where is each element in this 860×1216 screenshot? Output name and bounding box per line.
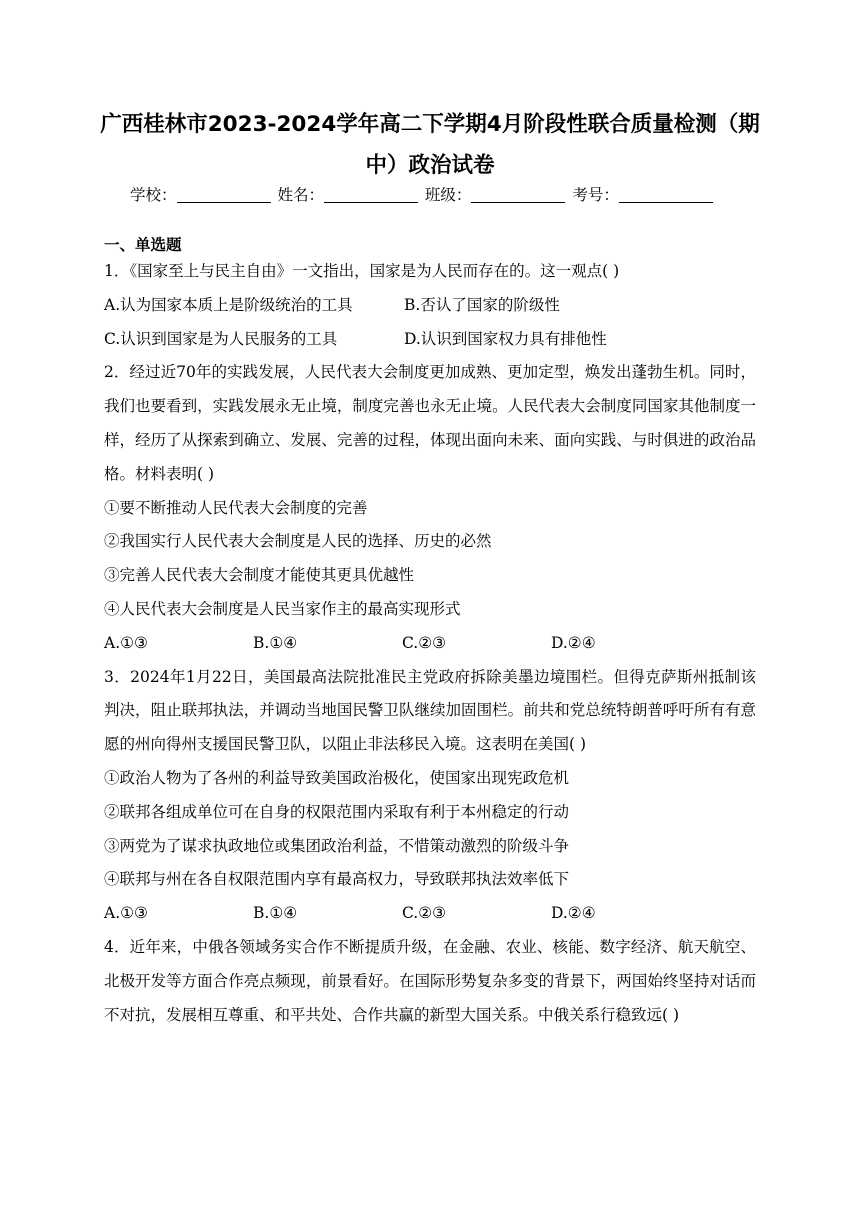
question-1-option-d: D.认识到国家权力具有排他性 xyxy=(404,329,607,348)
question-1-options-row-1 xyxy=(104,289,756,323)
class-blank[interactable] xyxy=(471,186,565,203)
question-3-options xyxy=(104,897,756,931)
question-1-option-b: B.否认了国家的阶级性 xyxy=(404,295,560,314)
question-1-option-c: C.认识到国家是为人民服务的工具 xyxy=(104,329,338,348)
question-3-statement-2: ②联邦各组成单位可在自身的权限范围内采取有利于本州稳定的行动 xyxy=(104,802,570,821)
question-2-option-c: C.②③ xyxy=(402,633,447,652)
questions xyxy=(104,255,756,1032)
section-heading: 一、单选题 xyxy=(104,236,182,254)
question-2-option-a: A.①③ xyxy=(104,633,148,652)
question-3-option-c: C.②③ xyxy=(402,904,447,923)
question-3-statement-4: ④联邦与州在各自权限范围内享有最高权力，导致联邦执法效率低下 xyxy=(104,870,570,889)
question-3-option-a: A.①③ xyxy=(104,904,148,923)
question-1-options-row-2 xyxy=(104,323,756,357)
question-2-options xyxy=(104,627,756,661)
question-3-option-d: D.②④ xyxy=(551,904,596,923)
question-4-stem: 4．近年来，中俄各领域务实合作不断提质升级，在金融、农业、核能、数字经济、航天航空、北极开发等方面合作亮点频现，前景看好。在国际形势复杂多变的背景下，两国始终坚持对话而不对抗，发展相互尊重、和平共处、合作共赢的新型大国关系。中俄关系行稳致远( ) xyxy=(104,937,756,1024)
school-blank[interactable] xyxy=(177,186,271,203)
question-3-statement-1: ①政治人物为了各州的利益导致美国政治极化，使国家出现宪政危机 xyxy=(104,768,570,787)
question-2-statement-3: ③完善人民代表大会制度才能使其更具优越性 xyxy=(104,566,415,585)
name-blank[interactable] xyxy=(324,186,418,203)
question-2-option-d: D.②④ xyxy=(551,633,596,652)
question-3-stem: 3．2024年1月22日，美国最高法院批准民主党政府拆除美墨边境围栏。但得克萨斯州抵制该判决，阻止联邦执法，并调动当地国民警卫队继续加固围栏。前共和党总统特朗普呼吁所有有意愿的州向得州支援国民警卫队，以阻止非法移民入境。这表明在美国( ) xyxy=(104,667,756,754)
question-2-statement-1: ①要不断推动人民代表大会制度的完善 xyxy=(104,498,368,517)
school-label: 学校： xyxy=(130,186,177,204)
question-1-option-a: A.认为国家本质上是阶级统治的工具 xyxy=(104,295,353,314)
question-3-option-b: B.①④ xyxy=(253,904,298,923)
question-2-stem: 2．经过近70年的实践发展，人民代表大会制度更加成熟、更加定型，焕发出蓬勃生机。同时，我们也要看到，实践发展永无止境，制度完善也永无止境。人民代表大会制度同国家其他制度一样，经历了从探索到确立、发展、完善的过程，体现出面向未来、面向实践、与时俱进的政治品格。材料表明( ) xyxy=(104,363,756,483)
student-info-row xyxy=(130,184,750,206)
name-label: 姓名： xyxy=(277,186,324,204)
exam-number-blank[interactable] xyxy=(619,186,713,203)
question-1-stem: 1．《国家至上与民主自由》一文指出，国家是为人民而存在的。这一观点( ) xyxy=(104,262,620,280)
question-3-statement-3: ③两党为了谋求执政地位或集团政治利益，不惜策动激烈的阶级斗争 xyxy=(104,836,570,855)
class-label: 班级： xyxy=(424,186,472,204)
question-2-option-b: B.①④ xyxy=(253,633,298,652)
question-2-statement-4: ④人民代表大会制度是人民当家作主的最高实现形式 xyxy=(104,599,461,618)
question-2-statement-2: ②我国实行人民代表大会制度是人民的选择、历史的必然 xyxy=(104,532,492,551)
exam-title: 广西桂林市2023-2024学年高二下学期4月阶段性联合质量检测（期中）政治试卷 xyxy=(100,112,760,178)
exam-number-label: 考号： xyxy=(572,186,619,204)
